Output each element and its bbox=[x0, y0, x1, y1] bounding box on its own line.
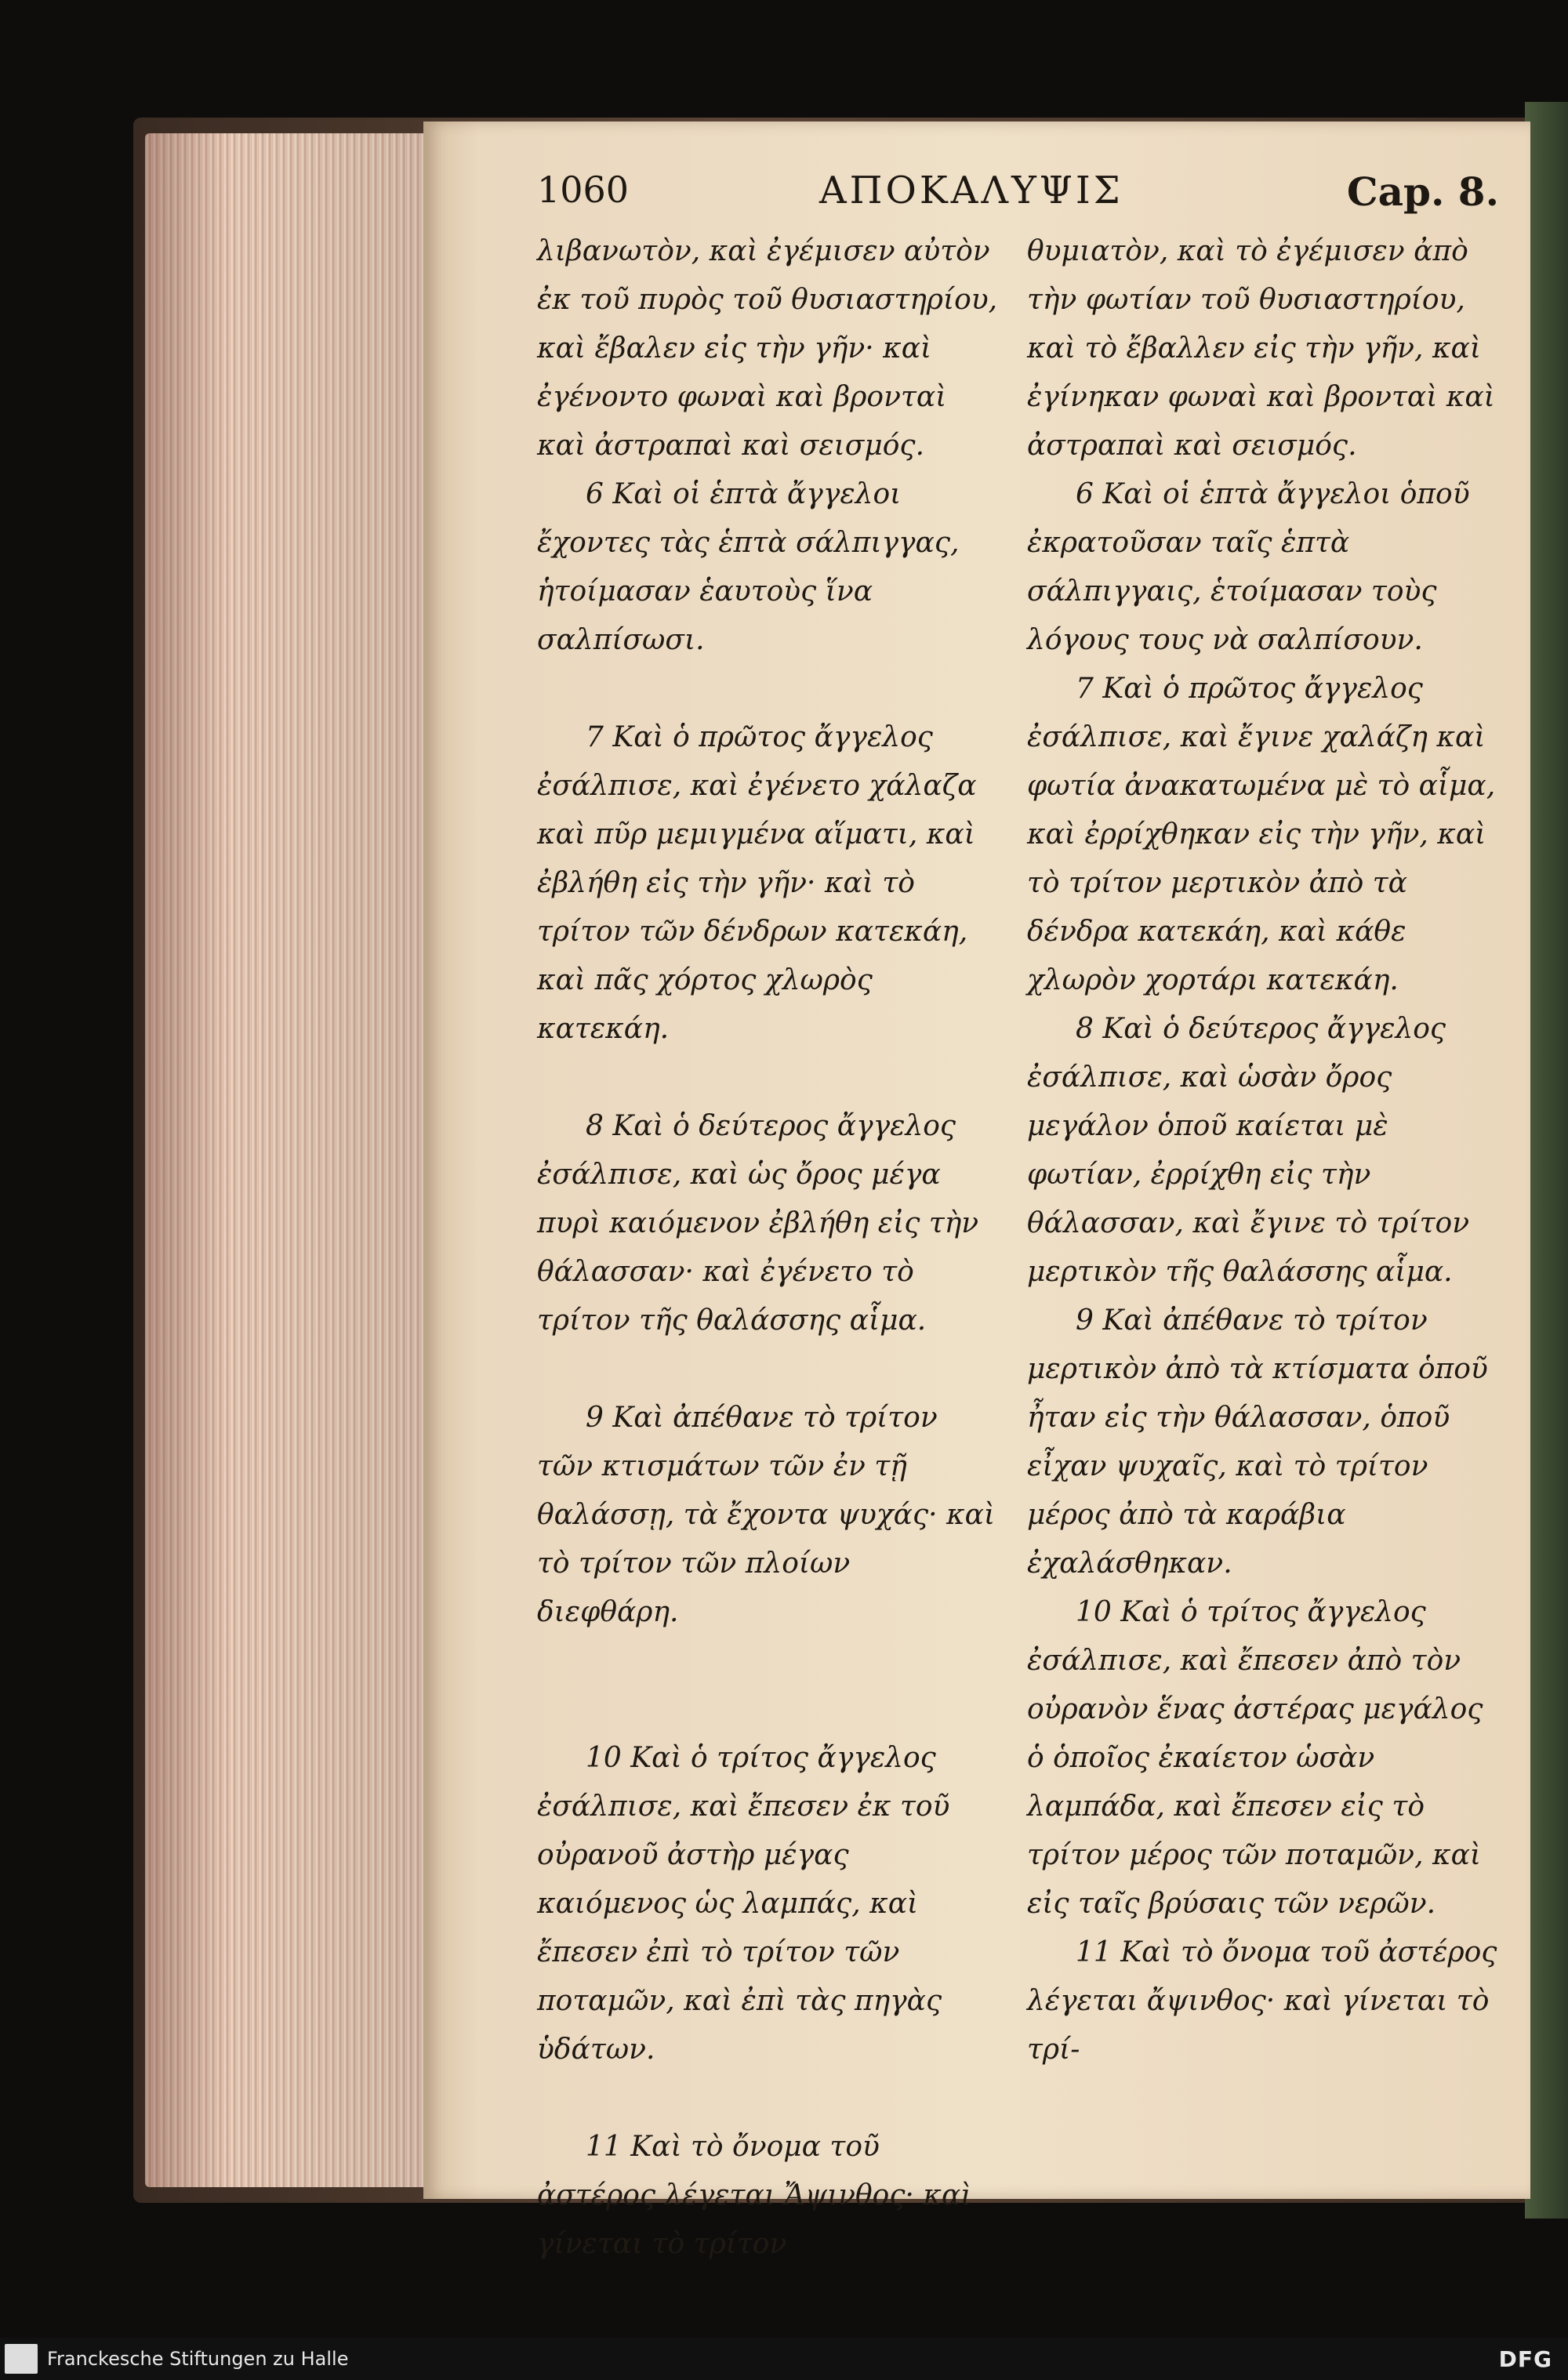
page-number: 1060 bbox=[537, 169, 630, 211]
left-para-1-wrap bbox=[537, 470, 1000, 665]
page-edges-shade bbox=[145, 133, 427, 2187]
spacer bbox=[537, 2074, 1000, 2123]
right-para-3-wrap bbox=[1027, 1005, 1505, 1297]
institution-logo-icon bbox=[5, 2344, 38, 2374]
right-paragraph: 9 Καὶ ἀπέθανε τὸ τρίτον μερτικὸν ἀπὸ τὰ κτίσματα ὁποῦ ἦταν εἰς τὴν θάλασσαν, ὁποῦ εἶχαν ψυχαῖς, καὶ τὸ τρίτον μέρος ἀπὸ τὰ καράβια ἐχαλάσθηκαν. bbox=[1027, 1304, 1488, 1580]
spacer bbox=[537, 665, 1000, 713]
left-paragraph: 8 Καὶ ὁ δεύτερος ἄγγελος ἐσάλπισε, καὶ ὡς ὄρος μέγα πυρὶ καιόμενον ἐβλήθη εἰς τὴν θάλασσαν· καὶ ἐγένετο τὸ τρίτον τῆς θαλάσσης αἷμα. bbox=[537, 1110, 979, 1337]
right-paragraph: 6 Καὶ οἱ ἑπτὰ ἄγγελοι ὁποῦ ἐκρατοῦσαν ταῖς ἑπτὰ σάλπιγγαις, ἑτοίμασαν τοὺς λόγους τους νὰ σαλπίσουν. bbox=[1027, 478, 1470, 656]
left-paragraph: 10 Καὶ ὁ τρίτος ἄγγελος ἐσάλπισε, καὶ ἔπεσεν ἐκ τοῦ οὐρανοῦ ἀστὴρ μέγας καιόμενος ὡς λαμπάς, καὶ ἔπεσεν ἐπὶ τὸ τρίτον τῶν ποταμῶν, καὶ ἐπὶ τὰς πηγὰς ὑδάτων. bbox=[537, 1742, 950, 2066]
right-paragraph: 11 Καὶ τὸ ὄνομα τοῦ ἀστέρος λέγεται ἄψινθος· καὶ γίνεται τὸ τρί- bbox=[1027, 1936, 1497, 2066]
right-paragraph: 10 Καὶ ὁ τρίτος ἄγγελος ἐσάλπισε, καὶ ἔπεσεν ἀπὸ τὸν οὐρανὸν ἕνας ἀστέρας μεγάλος ὁ ὁποῖος ἐκαίετον ὡσὰν λαμπάδα, καὶ ἔπεσεν εἰς τὸ τρίτον μέρος τῶν ποταμῶν, καὶ εἰς ταῖς βρύσαις τῶν νερῶν. bbox=[1027, 1596, 1483, 1920]
left-para-6-wrap bbox=[537, 2123, 1000, 2269]
left-para-4-wrap bbox=[537, 1394, 1000, 1637]
spacer bbox=[537, 1054, 1000, 1102]
running-title: ΑΠΟΚΑΛΥΨΙΣ bbox=[819, 169, 1123, 212]
left-para-2-wrap bbox=[537, 713, 1000, 1054]
left-paragraph: 9 Καὶ ἀπέθανε τὸ τρίτον τῶν κτισμάτων τῶν ἐν τῇ θαλάσσῃ, τὰ ἔχοντα ψυχάς· καὶ τὸ τρίτον τῶν πλοίων διεφθάρη. bbox=[537, 1402, 996, 1628]
right-para-2-wrap bbox=[1027, 665, 1505, 1005]
chapter-label: Cap. 8. bbox=[1346, 169, 1499, 215]
left-column-greek-text bbox=[537, 227, 1000, 2269]
viewer-footer-bar bbox=[0, 2338, 1568, 2380]
right-para-6-wrap bbox=[1027, 1928, 1505, 2074]
right-para-0-wrap bbox=[1027, 227, 1505, 470]
page-header bbox=[537, 169, 1499, 223]
dfg-logo: DFG bbox=[1498, 2346, 1552, 2372]
right-paragraph: 7 Καὶ ὁ πρῶτος ἄγγελος ἐσάλπισε, καὶ ἔγινε χαλάζη καὶ φωτία ἀνακατωμένα μὲ τὸ αἷμα, καὶ ἐρρίχθηκαν εἰς τὴν γῆν, καὶ τὸ τρίτον μερτικὸν ἀπὸ τὰ δένδρα κατεκάη, καὶ κάθε χλωρὸν χορτάρι κατεκάη. bbox=[1027, 673, 1496, 996]
left-paragraph: 7 Καὶ ὁ πρῶτος ἄγγελος ἐσάλπισε, καὶ ἐγένετο χάλαζα καὶ πῦρ μεμιγμένα αἵματι, καὶ ἐβλήθη εἰς τὴν γῆν· καὶ τὸ τρίτον τῶν δένδρων κατεκάη, καὶ πᾶς χόρτος χλωρὸς κατεκάη. bbox=[537, 721, 977, 1045]
right-paragraph: θυμιατὸν, καὶ τὸ ἐγέμισεν ἀπὸ τὴν φωτίαν τοῦ θυσιαστηρίου, καὶ τὸ ἔβαλλεν εἰς τὴν γῆν, καὶ ἐγίνηκαν φωναὶ καὶ βρονταὶ καὶ ἀστραπαὶ καὶ σεισμός. bbox=[1027, 235, 1495, 462]
left-para-3-wrap bbox=[537, 1102, 1000, 1345]
left-para-5-wrap bbox=[537, 1734, 1000, 2074]
left-paragraph: 6 Καὶ οἱ ἑπτὰ ἄγγελοι ἔχοντες τὰς ἑπτὰ σάλπιγγας, ἡτοίμασαν ἑαυτοὺς ἵνα σαλπίσωσι. bbox=[537, 478, 960, 656]
left-paragraph: λιβανωτὸν, καὶ ἐγέμισεν αὐτὸν ἐκ τοῦ πυρὸς τοῦ θυσιαστηρίου, καὶ ἔβαλεν εἰς τὴν γῆν· καὶ ἐγένοντο φωναὶ καὶ βρονταὶ καὶ ἀστραπαὶ καὶ σεισμός. bbox=[537, 235, 998, 462]
left-paragraph: 11 Καὶ τὸ ὄνομα τοῦ ἀστέρος λέγεται Ἄψινθος· καὶ γίνεται τὸ τρίτον bbox=[537, 2131, 972, 2260]
book-page bbox=[423, 122, 1530, 2260]
left-para-0-wrap bbox=[537, 227, 1000, 470]
book-cover-edge bbox=[1525, 102, 1568, 2219]
right-paragraph: 8 Καὶ ὁ δεύτερος ἄγγελος ἐσάλπισε, καὶ ὡσὰν ὄρος μεγάλον ὁποῦ καίεται μὲ φωτίαν, ἐρρίχθη εἰς τὴν θάλασσαν, καὶ ἔγινε τὸ τρίτον μερτικὸν τῆς θαλάσσης αἷμα. bbox=[1027, 1013, 1470, 1288]
spacer bbox=[537, 1345, 1000, 1394]
right-column-vernacular-text bbox=[1027, 227, 1505, 2074]
institution-name: Franckesche Stiftungen zu Halle bbox=[47, 2348, 349, 2370]
spacer bbox=[537, 1637, 1000, 1734]
right-para-4-wrap bbox=[1027, 1297, 1505, 1588]
right-para-5-wrap bbox=[1027, 1588, 1505, 1928]
right-para-1-wrap bbox=[1027, 470, 1505, 665]
